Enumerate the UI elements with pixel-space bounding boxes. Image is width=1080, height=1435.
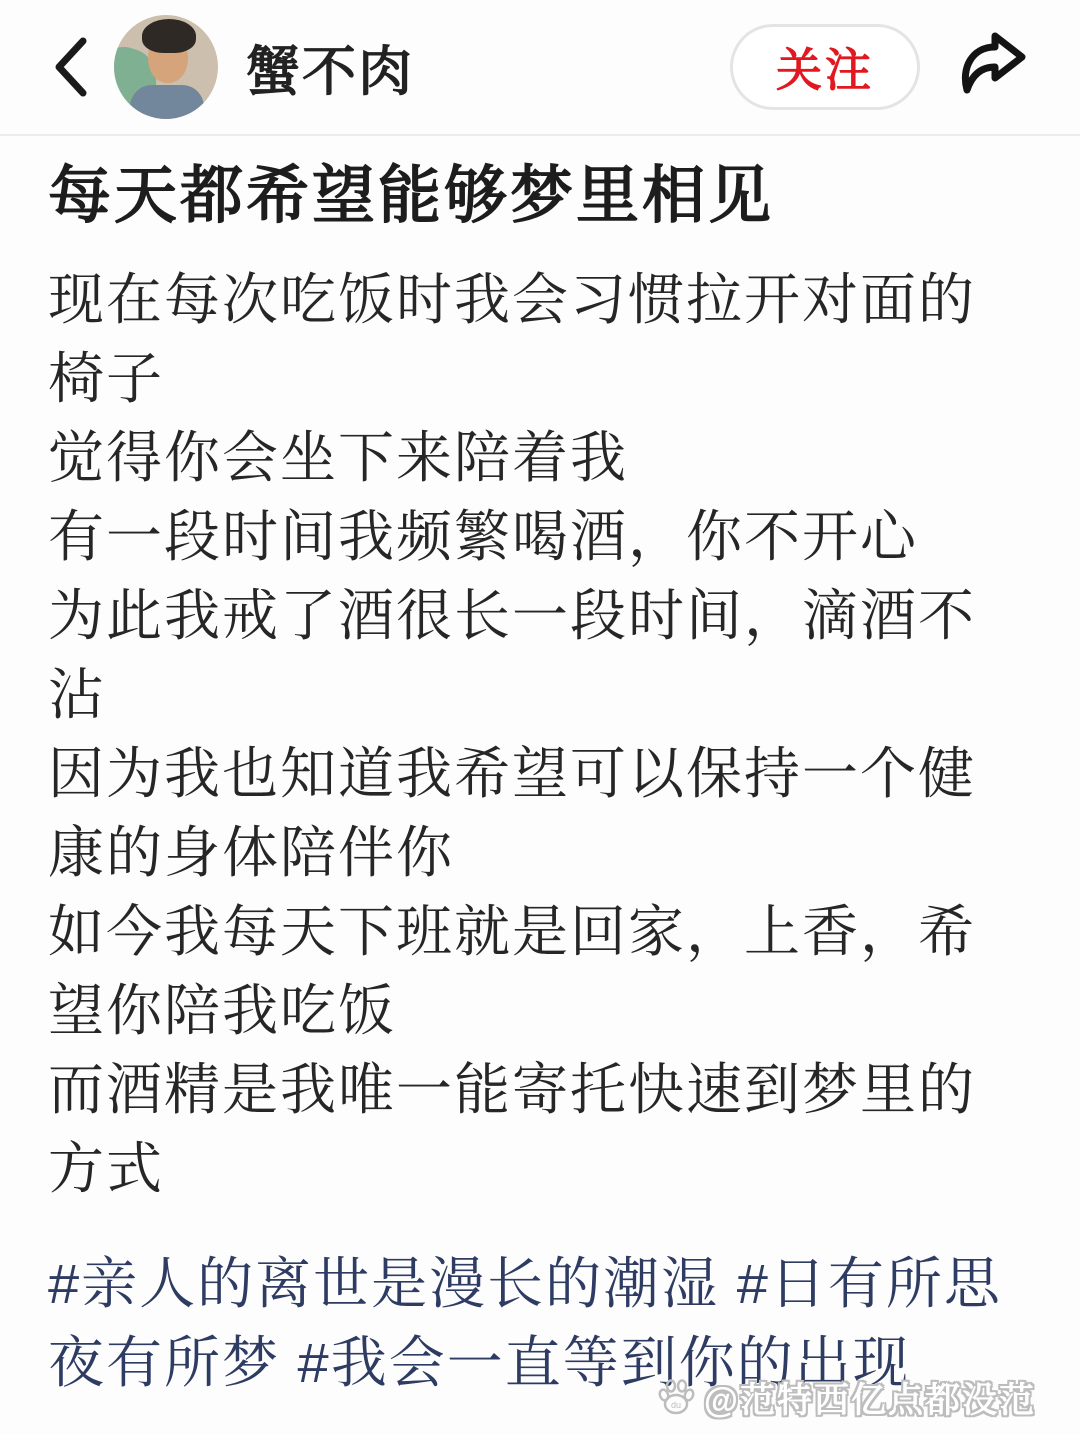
follow-button[interactable]: 关注 [730,24,920,110]
post-content [0,158,1080,1402]
share-arrow-icon [950,28,1032,106]
header-divider [0,134,1080,136]
username[interactable]: 蟹不肉 [246,41,414,102]
baidu-paw-icon [656,1378,696,1418]
body-line: 因为我也知道我希望可以保持一个健 [48,742,976,805]
avatar-hair [142,19,196,53]
watermark [656,1373,1036,1423]
body-line: 望你陪我吃饭 [48,979,396,1042]
body-line: 沾 [48,663,106,726]
body-line: 现在每次吃饭时我会习惯拉开对面的 [48,268,976,331]
post-title: 每天都希望能够梦里相见 [48,161,774,231]
top-bar [0,0,1080,134]
svg-text:du: du [670,1400,681,1410]
body-line: 康的身体陪伴你 [48,821,454,884]
body-line: 而酒精是我唯一能寄托快速到梦里的 [48,1058,976,1121]
back-button[interactable] [48,34,92,100]
body-line: 觉得你会坐下来陪着我 [48,426,628,489]
body-line: 有一段时间我频繁喝酒，你不开心 [48,505,918,568]
watermark-handle: @范特西亿点都没范 [703,1381,1036,1420]
body-line: 椅子 [48,347,164,410]
avatar[interactable] [114,15,218,119]
hashtag-line[interactable]: #亲人的离世是漫长的潮湿 #日有所思 [48,1252,1002,1315]
body-line: 方式 [48,1137,164,1200]
share-button[interactable] [950,28,1032,106]
avatar-shirt [130,85,204,119]
chevron-left-icon [48,34,92,100]
body-line: 如今我每天下班就是回家，上香，希 [48,900,976,963]
hashtag-line[interactable]: 夜有所梦 #我会一直等到你的出现 [48,1331,911,1394]
body-line: 为此我戒了酒很长一段时间，滴酒不 [48,584,976,647]
